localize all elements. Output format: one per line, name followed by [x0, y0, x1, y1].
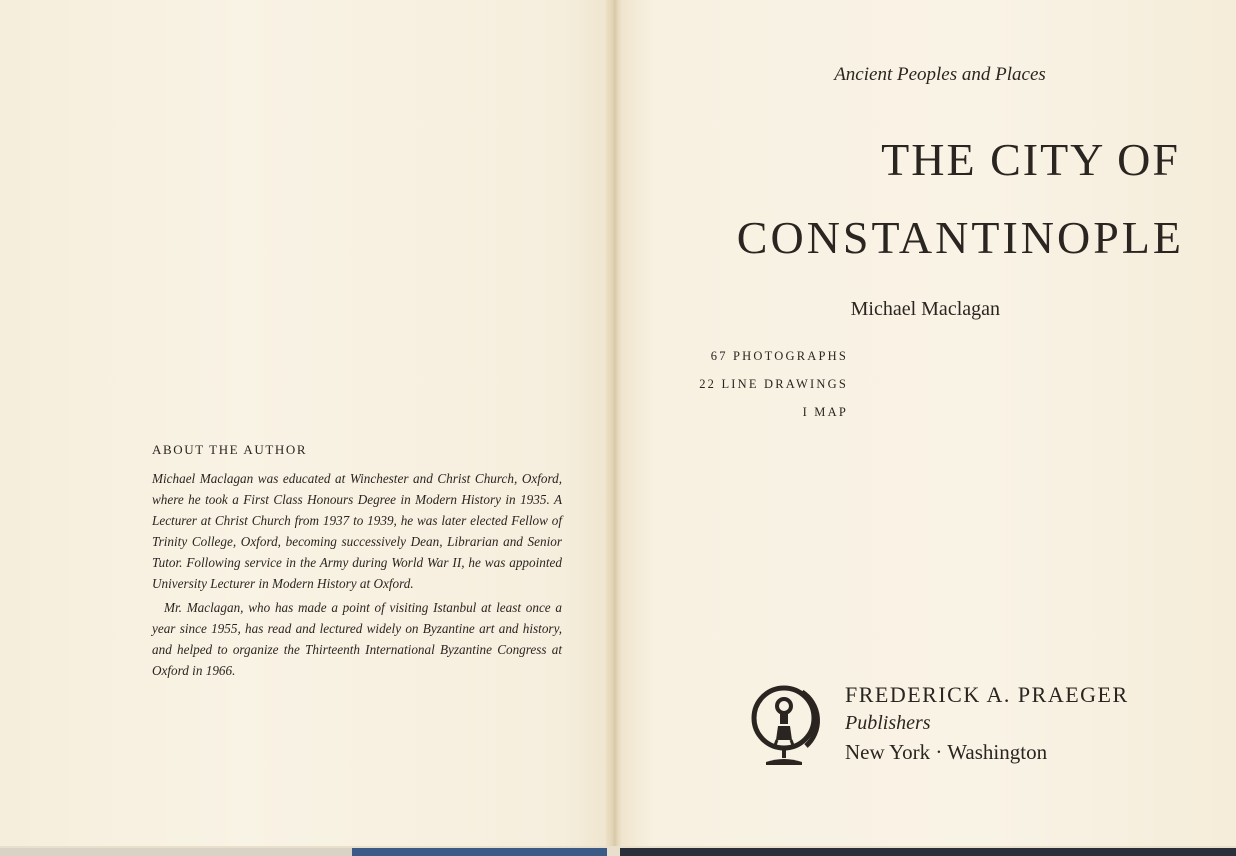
- author-name: Michael Maclagan: [850, 298, 1000, 320]
- book-gutter: [606, 0, 622, 848]
- publisher-place: New York · Washington: [845, 740, 1048, 764]
- globe-figure-logo-icon: [744, 680, 830, 768]
- publisher-role: Publishers: [845, 712, 931, 734]
- edge-strip-dark: [620, 848, 1236, 856]
- edge-strip-blue: [352, 848, 607, 856]
- about-paragraph-1: Michael Maclagan was educated at Winchester and Christ Church, Oxford, where he took a First Class Honours Degree in Modern History in 1935. A Lecturer at Christ Church from 1937 to 1939, he was later elected Fellow of Trinity College, Oxford, becoming successively Dean, Librarian and Senior Tutor. Following service in the Army during World War II, he was appointed University Lecturer in Modern History at Oxford.: [152, 471, 562, 591]
- book-title-line-1: THE CITY OF: [881, 134, 1180, 185]
- edge-strip-light: [0, 848, 352, 856]
- left-page: [0, 0, 610, 848]
- illustration-map: I MAP: [802, 405, 848, 419]
- illustration-line-drawings: 22 LINE DRAWINGS: [699, 377, 848, 391]
- illustration-photographs: 67 PHOTOGRAPHS: [710, 349, 848, 363]
- publisher-block: [744, 676, 1164, 776]
- series-title: Ancient Peoples and Places: [834, 64, 1046, 85]
- publisher-name: FREDERICK A. PRAEGER: [845, 682, 1129, 707]
- about-the-author: [152, 442, 562, 681]
- book-title-line-2: CONSTANTINOPLE: [736, 212, 1184, 263]
- about-heading: ABOUT THE AUTHOR: [152, 442, 308, 457]
- about-paragraph-2: Mr. Maclagan, who has made a point of visiting Istanbul at least once a year since 1955, has read and lectured widely on Byzantine art and history, and helped to organize the Thirteenth International Byzantine Congress at Oxford in 1966.: [152, 600, 562, 678]
- illustration-list: [640, 342, 848, 426]
